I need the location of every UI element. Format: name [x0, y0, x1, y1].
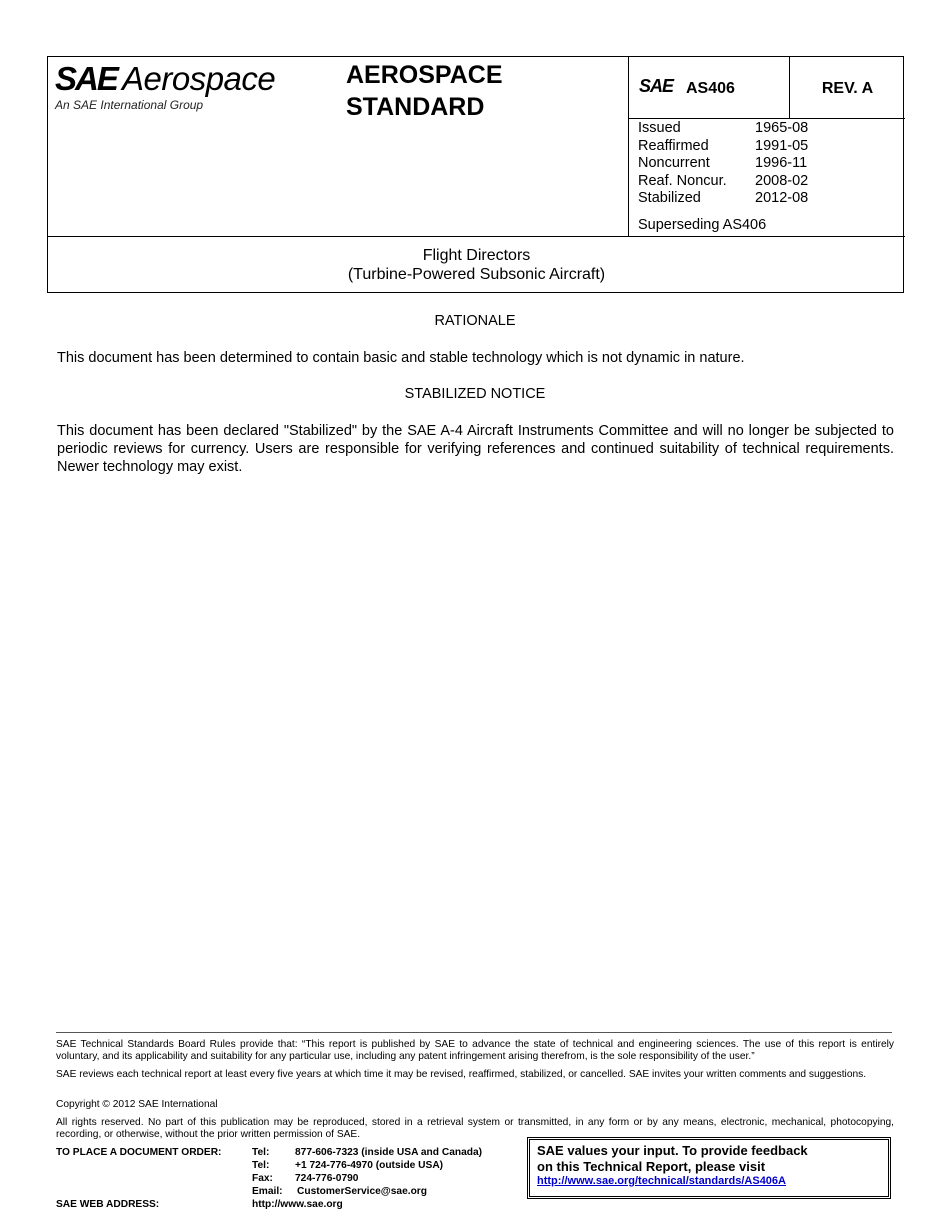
rationale-text: This document has been determined to contain basic and stable technology which is not dynamic in nature.	[57, 350, 745, 366]
stabilized-text: This document has been declared "Stabilized" by the SAE A-4 Aircraft Instruments Committee and will no longer be subjected to periodic reviews for currency. Users are responsible for verifying references and continued suitability of technical requirements. Newer technology may exist.	[57, 423, 894, 475]
document-number: AS406	[686, 80, 735, 97]
contact-label: Email:	[252, 1186, 283, 1197]
divider	[628, 57, 629, 236]
logo-word: Aerospace	[122, 60, 276, 97]
sae-aerospace-logo	[55, 60, 295, 115]
date-row	[638, 190, 808, 208]
date-value: 1996-11	[755, 155, 808, 172]
logo-brand: SAE	[55, 60, 117, 97]
stabilized-heading: STABILIZED NOTICE	[404, 386, 546, 402]
standard-type-line1: AEROSPACE	[346, 61, 503, 89]
web-label: SAE WEB ADDRESS:	[56, 1199, 160, 1210]
date-label: Reaffirmed	[638, 137, 709, 154]
standard-type-line2: STANDARD	[346, 93, 485, 121]
contact-row	[252, 1146, 482, 1159]
contact-value: +1 724-776-4970 (outside USA)	[295, 1160, 444, 1171]
date-row	[638, 120, 808, 138]
date-value: 1991-05	[755, 137, 809, 154]
document-title	[48, 246, 905, 284]
feedback-line2: on this Technical Report, please visit	[537, 1158, 766, 1174]
standard-type	[346, 59, 503, 123]
sae-small-logo: SAE	[639, 76, 674, 96]
contact-row	[252, 1185, 482, 1198]
contact-row	[252, 1159, 482, 1172]
order-label: TO PLACE A DOCUMENT ORDER:	[56, 1147, 222, 1158]
contact-row	[252, 1172, 482, 1185]
feedback-line1: SAE values your input. To provide feedback	[537, 1143, 808, 1158]
title-line1: Flight Directors	[422, 247, 531, 264]
date-value: 1965-08	[755, 120, 809, 136]
date-label: Stabilized	[638, 190, 701, 207]
contact-list	[252, 1146, 482, 1198]
rules-note: SAE Technical Standards Board Rules provide that: “This report is published by SAE to advance the state of technical and engineering sciences. The use of this report is entirely voluntary, and its applicability and suitability for any particular use, including any patent infringement arising therefrom, is the sole responsibility of the user.”	[56, 1039, 894, 1063]
contact-label: Tel:	[252, 1147, 270, 1158]
rationale-heading: RATIONALE	[434, 313, 516, 329]
superseding-note: Superseding AS406	[638, 217, 767, 233]
divider	[48, 236, 905, 237]
feedback-link[interactable]: http://www.sae.org/technical/standards/AS406A	[537, 1175, 786, 1187]
web-address[interactable]: http://www.sae.org	[252, 1199, 343, 1210]
contact-value: 724-776-0790	[295, 1173, 359, 1184]
divider	[628, 118, 905, 119]
footer-rule	[56, 1032, 892, 1033]
contact-value[interactable]: CustomerService@sae.org	[297, 1186, 427, 1197]
contact-value: 877-606-7323 (inside USA and Canada)	[295, 1147, 483, 1158]
date-value: 2008-02	[755, 172, 809, 189]
date-label: Noncurrent	[638, 155, 710, 172]
date-label: Issued	[638, 120, 681, 136]
date-row	[638, 173, 808, 191]
contact-label: Tel:	[252, 1160, 270, 1171]
feedback-box	[527, 1137, 891, 1199]
date-label: Reaf. Noncur.	[638, 172, 727, 189]
date-row	[638, 155, 808, 173]
review-note: SAE reviews each technical report at least every five years at which time it may be revised, reaffirmed, stabilized, or cancelled. SAE invites your written comments and suggestions.	[56, 1069, 867, 1080]
revision-label: REV. A	[821, 80, 874, 97]
header-table	[47, 56, 904, 293]
date-history	[638, 120, 808, 208]
date-row	[638, 138, 808, 156]
copyright-note: Copyright © 2012 SAE International	[56, 1099, 218, 1110]
title-line2: (Turbine-Powered Subsonic Aircraft)	[347, 266, 606, 283]
rights-note: All rights reserved. No part of this publication may be reproduced, stored in a retrieval system or transmitted, in any form or by any means, electronic, mechanical, photocopying, recording, or otherwise, without the prior written permission of SAE.	[56, 1117, 894, 1141]
date-value: 2012-08	[755, 190, 809, 207]
logo-tagline: An SAE International Group	[55, 98, 204, 112]
contact-label: Fax:	[252, 1173, 273, 1184]
